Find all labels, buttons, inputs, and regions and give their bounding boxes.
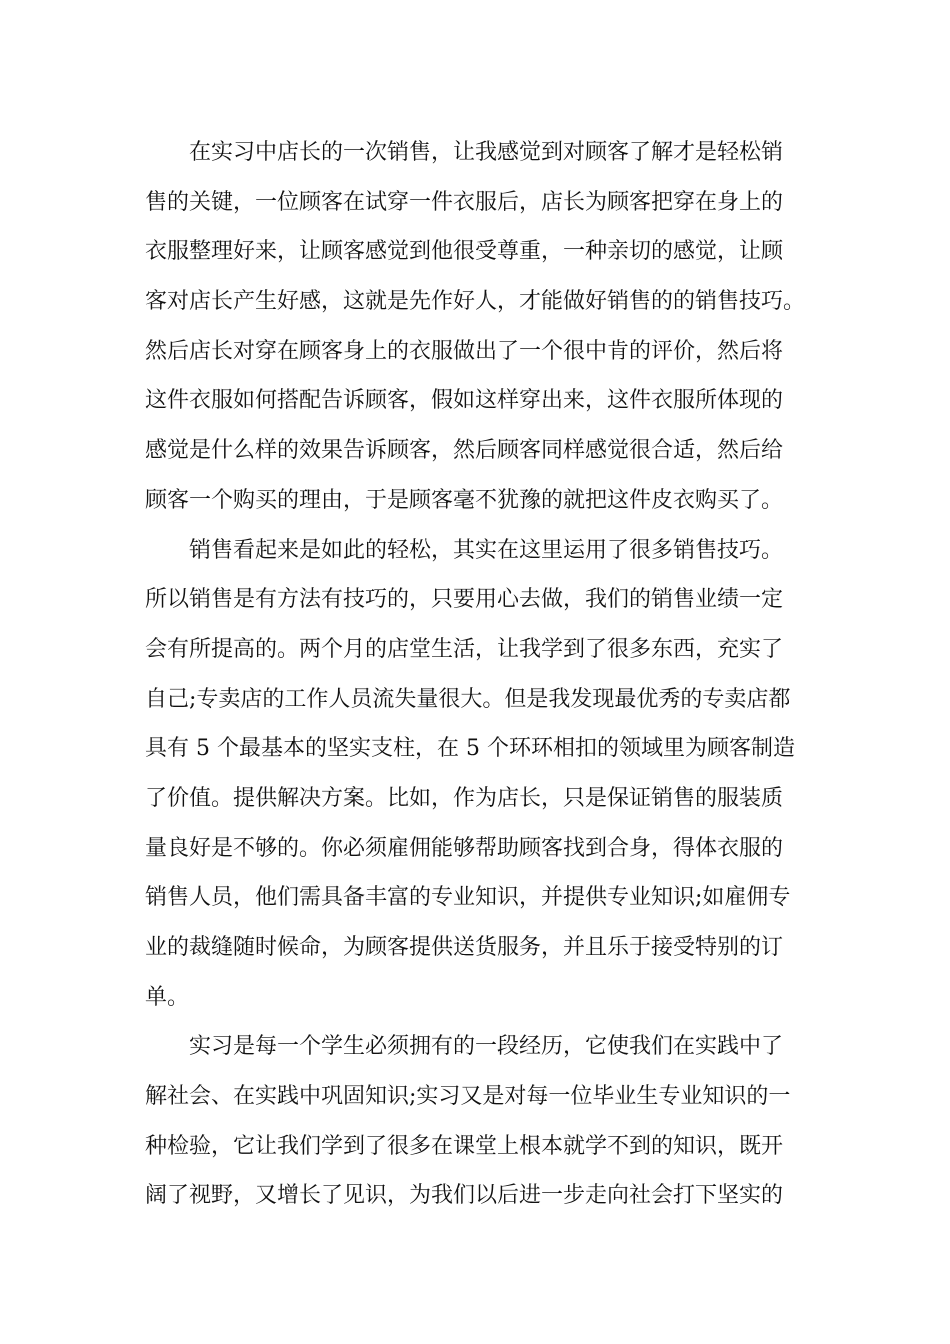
paragraph-2-line-4: 自己;专卖店的工作人员流失量很大。但是我发现最优秀的专卖店都 [145, 686, 791, 712]
paragraph-1-line-1: 在实习中店长的一次销售，让我感觉到对顾客了解才是轻松销 [189, 140, 784, 165]
paragraph-1-line-5: 然后店长对穿在顾客身上的衣服做出了一个很中肯的评价，然后将 [145, 338, 784, 364]
paragraph-2-line-5: 具有 5 个最基本的坚实支柱，在 5 个环环相扣的领域里为顾客制造 [145, 736, 795, 762]
paragraph-2-line-2: 所以销售是有方法有技巧的，只要用心去做，我们的销售业绩一定 [145, 587, 784, 613]
paragraph-2-line-8: 销售人员，他们需具备丰富的专业知识，并提供专业知识;如雇佣专 [145, 885, 791, 911]
paragraph-3-line-4: 阔了视野，又增长了见识，为我们以后进一步走向社会打下坚实的 [145, 1183, 784, 1209]
paragraph-1-line-8: 顾客一个购买的理由，于是顾客毫不犹豫的就把这件皮衣购买了。 [145, 487, 784, 513]
paragraph-2-line-9: 业的裁缝随时候命，为顾客提供送货服务，并且乐于接受特别的订 [145, 935, 784, 960]
paragraph-1-line-7: 感觉是什么样的效果告诉顾客，然后顾客同样感觉很合适，然后给 [145, 438, 784, 464]
paragraph-3-line-3: 种检验，它让我们学到了很多在课堂上根本就学不到的知识，既开 [145, 1133, 784, 1159]
paragraph-2-line-6: 了价值。提供解决方案。比如，作为店长，只是保证销售的服装质 [145, 785, 784, 811]
paragraph-1-line-2: 售的关键，一位顾客在试穿一件衣服后，店长为顾客把穿在身上的 [145, 189, 784, 215]
paragraph-2-line-3: 会有所提高的。两个月的店堂生活，让我学到了很多东西，充实了 [145, 636, 784, 662]
paragraph-1-line-6: 这件衣服如何搭配告诉顾客，假如这样穿出来，这件衣服所体现的 [145, 388, 784, 414]
paragraph-1-line-4: 客对店长产生好感，这就是先作好人，才能做好销售的的销售技巧。 [145, 289, 806, 315]
body-text [145, 128, 815, 1221]
paragraph-3-line-2: 解社会、在实践中巩固知识;实习又是对每一位毕业生专业知识的一 [145, 1084, 791, 1110]
paragraph-2-line-7: 量良好是不够的。你必须雇佣能够帮助顾客找到合身，得体衣服的 [145, 835, 784, 861]
paragraph-3-line-1: 实习是每一个学生必须拥有的一段经历，它使我们在实践中了 [189, 1034, 784, 1060]
paragraph-2-line-1: 销售看起来是如此的轻松，其实在这里运用了很多销售技巧。 [189, 537, 784, 563]
paragraph-2-line-10: 单。 [145, 984, 190, 1010]
paragraph-1-line-3: 衣服整理好来，让顾客感觉到他很受尊重，一种亲切的感觉，让顾 [145, 239, 784, 265]
